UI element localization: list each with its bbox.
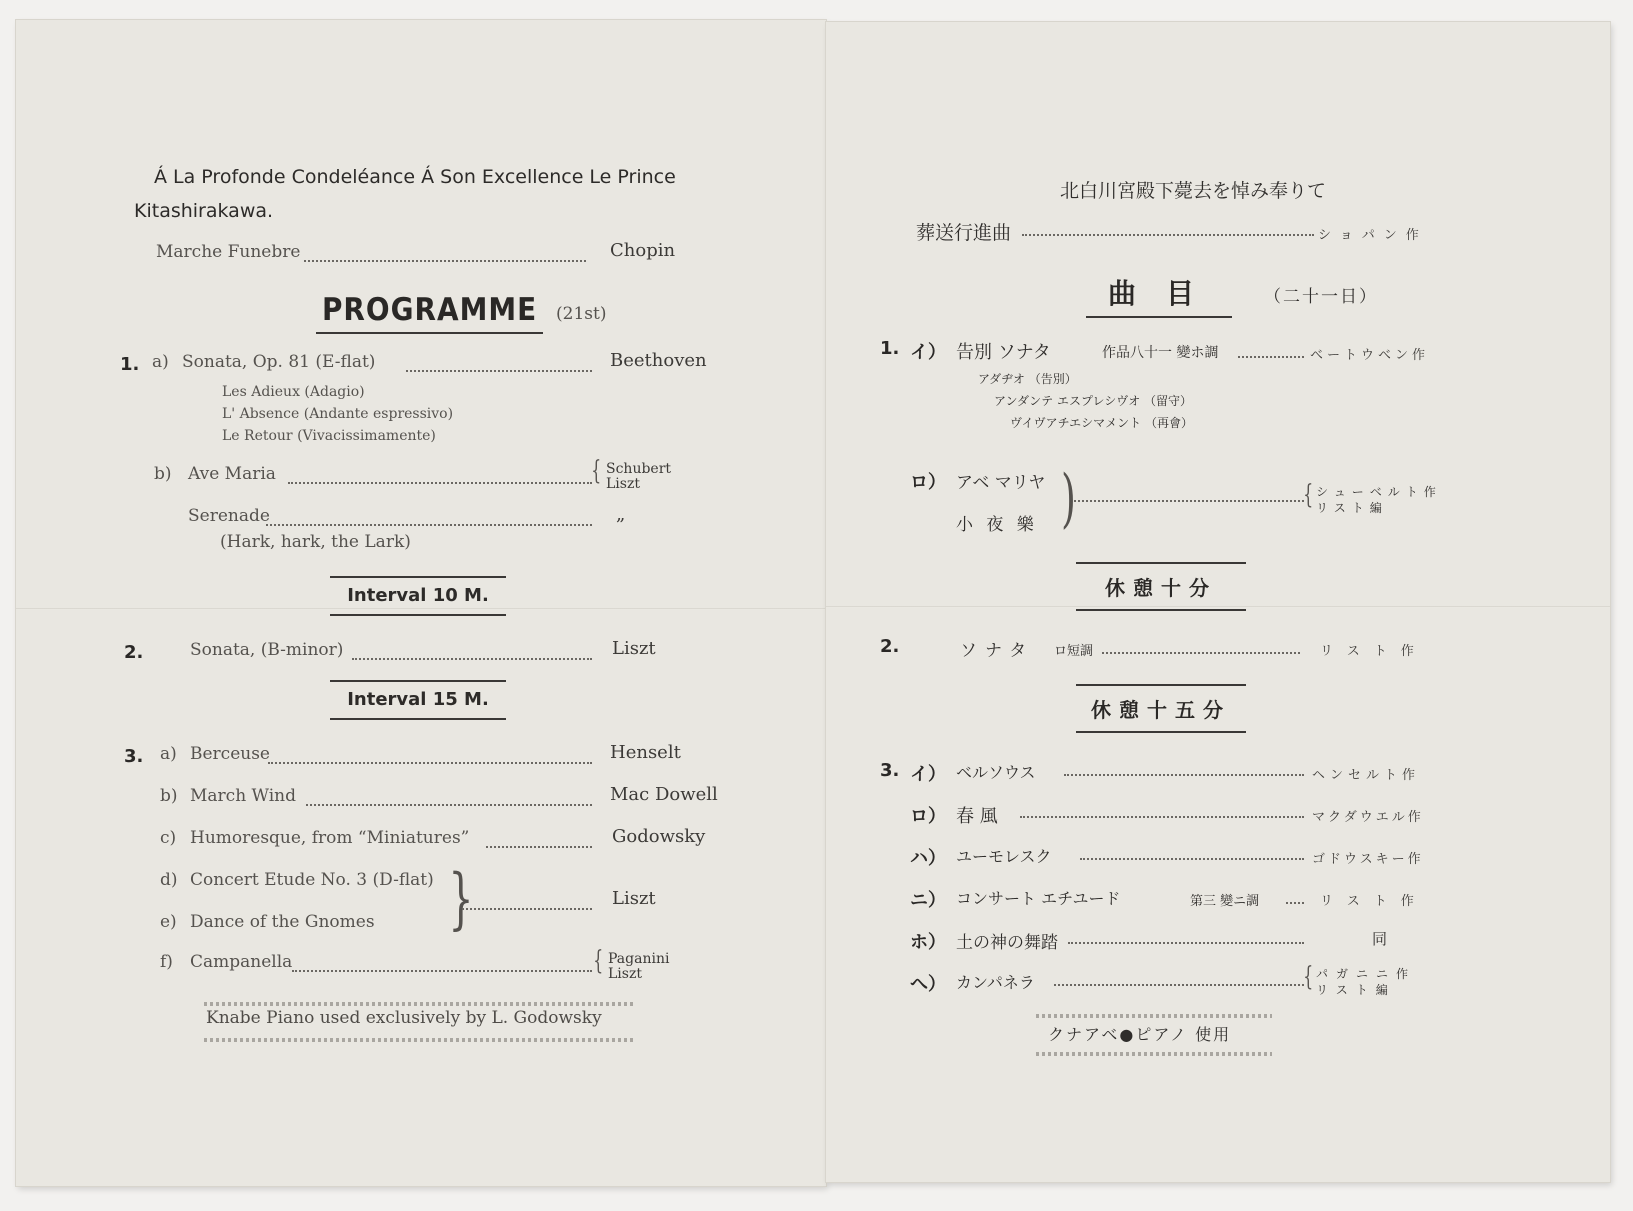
dedication-line-2: Kitashirakawa. xyxy=(134,200,274,222)
piece-composer: Beethoven xyxy=(610,350,707,371)
leader-dots xyxy=(1064,774,1304,776)
piece-title: 告別 ソナタ xyxy=(956,342,1051,363)
piece-title: March Wind xyxy=(190,786,296,806)
interval-15-box xyxy=(1076,684,1246,733)
leader-dots xyxy=(306,804,592,806)
leader-dots xyxy=(406,370,592,372)
item-kana: イ） xyxy=(910,342,946,363)
item-letter: d) xyxy=(160,870,178,890)
composer-name: リスト編 xyxy=(1316,983,1396,997)
piece-title: 春 風 xyxy=(956,806,998,827)
piece-title: ユーモレスク xyxy=(956,847,1052,866)
funeral-march-composer: ショパン作 xyxy=(1318,228,1428,243)
leader-dots xyxy=(352,658,592,660)
movement: L' Absence (Andante espressivo) xyxy=(222,406,454,422)
brace: { xyxy=(1303,962,1314,992)
leader-dots xyxy=(1080,858,1304,860)
piece-composer: Mac Dowell xyxy=(610,784,718,805)
ditto-mark: „ xyxy=(616,504,626,525)
programme-title: PROGRAMME xyxy=(316,292,543,334)
interval-label: Interval 15 M. xyxy=(347,689,489,710)
brace: { xyxy=(1303,480,1314,510)
item-letter: a) xyxy=(152,352,169,372)
composer-name: Paganini xyxy=(608,951,670,967)
item-kana: ロ） xyxy=(910,806,946,827)
interval-label: 休憩十分 xyxy=(1105,576,1217,600)
piece-title: Concert Etude No. 3 (D-flat) xyxy=(190,870,434,890)
piano-footer-note: クナアベ●ピアノ 使用 xyxy=(1048,1025,1232,1044)
leader-dots xyxy=(1074,500,1304,502)
funeral-march-composer: Chopin xyxy=(610,240,676,261)
piece-composer: Liszt xyxy=(612,638,656,659)
section-number: 3. xyxy=(124,746,144,767)
leader-dots xyxy=(1054,984,1304,986)
english-programme-page xyxy=(16,20,826,1186)
composer-name: Schubert xyxy=(606,461,672,477)
interval-10-box xyxy=(330,576,506,616)
funeral-march-title: 葬送行進曲 xyxy=(916,222,1012,244)
movement: ヴイヴアチエシマメント （再會） xyxy=(1010,416,1193,430)
leader-dots xyxy=(292,970,592,972)
item-kana: ハ） xyxy=(910,848,946,869)
piece-composer: 同 xyxy=(1372,930,1388,948)
section-number: 3. xyxy=(880,760,900,781)
piece-title: Campanella xyxy=(190,952,293,972)
brace: { xyxy=(593,946,604,976)
piece-composer: ベートウベン作 xyxy=(1310,348,1430,363)
piece-title: コンサート エチユード xyxy=(956,889,1121,908)
item-letter: c) xyxy=(160,828,177,848)
piece-title: カンパネラ xyxy=(956,973,1035,992)
leader-dots xyxy=(266,524,592,526)
movement: アンダンテ エスプレシヴオ （留守） xyxy=(994,394,1193,408)
dedication-line-1: Á La Profonde Condeléance Á Son Excellence Le Prince xyxy=(154,166,676,188)
item-letter: b) xyxy=(160,786,178,806)
piece-detail: 第三 變ニ調 xyxy=(1190,894,1260,909)
interval-label: 休憩十五分 xyxy=(1091,698,1231,722)
piece-subtitle: (Hark, hark, the Lark) xyxy=(220,532,411,552)
composer-stack xyxy=(608,952,669,982)
leader-dots xyxy=(304,260,586,262)
leader-dots xyxy=(1102,652,1300,654)
section-number: 2. xyxy=(880,636,900,657)
japanese-programme-page xyxy=(826,22,1610,1182)
piece-composer: リスト作 xyxy=(1320,894,1428,909)
leader-dots xyxy=(1020,816,1304,818)
leader-dots xyxy=(1286,902,1304,904)
leader-dots xyxy=(1238,356,1304,358)
piece-title: Humoresque, from “Miniatures” xyxy=(190,828,470,848)
leader-dots xyxy=(268,762,592,764)
interval-15-box xyxy=(330,680,506,720)
piece-title: Sonata, (B-minor) xyxy=(190,640,344,660)
programme-date: (21st) xyxy=(556,304,607,324)
funeral-march-title: Marche Funebre xyxy=(156,242,301,262)
composer-name: パガニニ作 xyxy=(1316,967,1417,981)
item-kana: ニ） xyxy=(910,890,946,911)
footer-border-top xyxy=(1036,1014,1272,1018)
movement: Les Adieux (Adagio) xyxy=(222,384,365,400)
piece-title: 土の神の舞踏 xyxy=(956,933,1058,953)
piece-composer: リスト作 xyxy=(1320,644,1428,659)
composer-name: リスト編 xyxy=(1316,501,1388,515)
movement: アダヂオ （告別） xyxy=(978,372,1077,386)
item-kana: ロ） xyxy=(910,472,946,493)
section-number: 1. xyxy=(880,338,900,359)
footer-border-top xyxy=(204,1002,636,1006)
piece-title: Ave Maria xyxy=(188,464,276,484)
item-kana: イ） xyxy=(910,764,946,785)
leader-dots xyxy=(1068,942,1304,944)
piece-composer: ゴドウスキー作 xyxy=(1312,852,1424,867)
composer-name: Liszt xyxy=(608,966,642,982)
brace: } xyxy=(448,860,474,937)
footer-border-bottom xyxy=(1036,1052,1272,1056)
piece-title: Dance of the Gnomes xyxy=(190,912,375,932)
piece-title: ベルソウス xyxy=(956,763,1036,782)
section-number: 1. xyxy=(120,354,140,375)
piece-composer: マクダウエル作 xyxy=(1312,810,1424,825)
piece-detail: 作品八十一 變ホ調 xyxy=(1102,345,1219,361)
movement: Le Retour (Vivacissimamente) xyxy=(222,428,436,444)
piece-title: 小 夜 樂 xyxy=(956,515,1038,535)
composer-stack xyxy=(1316,484,1442,516)
piece-title: Berceuse xyxy=(190,744,270,764)
item-letter: f) xyxy=(160,952,173,972)
piece-title: Sonata, Op. 81 (E-flat) xyxy=(182,352,376,372)
item-letter: e) xyxy=(160,912,177,932)
composer-stack xyxy=(1316,966,1416,998)
composer-name: Liszt xyxy=(606,476,640,492)
piece-composer: Liszt xyxy=(612,888,656,909)
composer-stack xyxy=(606,462,671,492)
item-kana: へ） xyxy=(910,974,946,995)
piece-detail: ロ短調 xyxy=(1054,644,1094,659)
leader-dots xyxy=(462,908,592,910)
interval-label: Interval 10 M. xyxy=(347,585,489,606)
item-letter: a) xyxy=(160,744,177,764)
leader-dots xyxy=(288,482,592,484)
piece-composer: ヘンセルト作 xyxy=(1312,768,1421,783)
piece-composer: Henselt xyxy=(610,742,681,763)
item-letter: b) xyxy=(154,464,172,484)
dedication: 北白川宮殿下薨去を悼み奉りて xyxy=(1060,180,1327,202)
item-kana: ホ） xyxy=(910,932,946,953)
brace: ) xyxy=(1060,462,1076,536)
leader-dots xyxy=(486,846,592,848)
programme-title: 曲目 xyxy=(1086,272,1232,318)
brace: { xyxy=(591,456,602,486)
piece-title: アベ マリヤ xyxy=(956,473,1046,493)
composer-name: シューベルト作 xyxy=(1316,485,1442,499)
piano-footer-note: Knabe Piano used exclusively by L. Godowsky xyxy=(206,1008,602,1028)
piece-title: ソナタ xyxy=(960,641,1035,661)
section-number: 2. xyxy=(124,642,144,663)
footer-border-bottom xyxy=(204,1038,636,1042)
piece-title: Serenade xyxy=(188,506,270,526)
interval-10-box xyxy=(1076,562,1246,611)
piece-composer: Godowsky xyxy=(612,826,706,847)
leader-dots xyxy=(1022,234,1314,236)
programme-date: （二十一日） xyxy=(1264,287,1378,307)
